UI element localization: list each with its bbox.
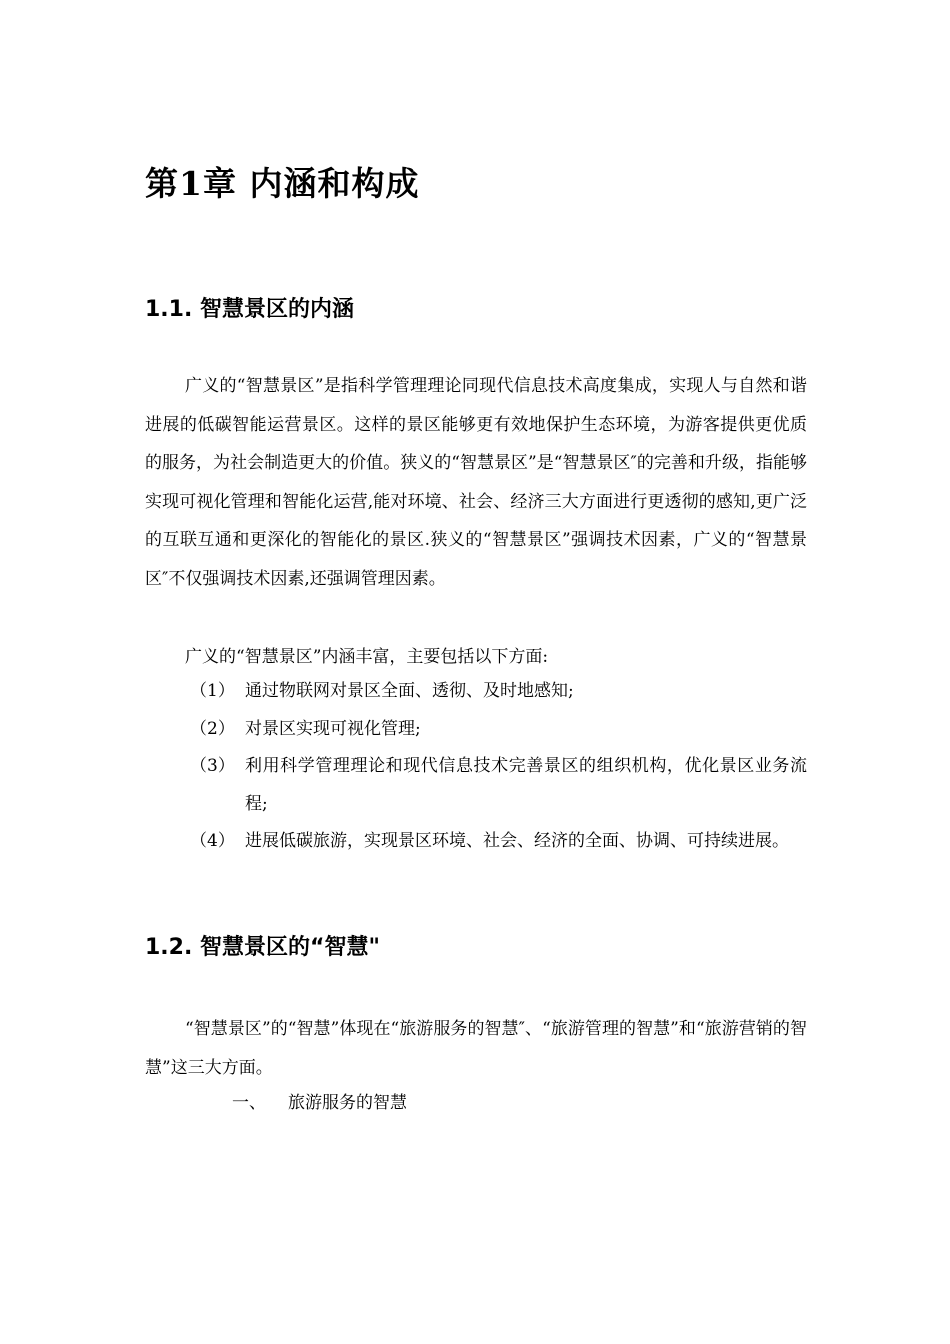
paragraph-wisdom-aspects: “智慧景区”的“智慧”体现在“旅游服务的智慧″、“旅游管理的智慧”和“旅游营销的智慧”这三大方面。 [145,1019,807,1078]
list-item-number: （2） [190,718,235,739]
section-title-1-2: 1.2. 智慧景区的“智慧" [145,935,380,960]
list-item-text: 利用科学管理理论和现代信息技术完善景区的组织机构，优化景区业务流程; [245,756,807,814]
list-item-number: （4） [190,831,235,851]
subsection-number: 一、 [232,1093,266,1113]
list-item-text: 对景区实现可视化管理; [245,718,421,739]
list-item [145,673,807,711]
list-item-number: （3） [190,756,235,776]
chapter-title: 第1章 内涵和构成 [145,164,420,203]
paragraph-definition: 广义的“智慧景区”是指科学管理理论同现代信息技术高度集成，实现人与自然和谐进展的低碳智能运营景区。这样的景区能够更有效地保护生态环境，为游客提供更优质的服务，为社会制造更大的价值。狭义的“智慧景区”是“智慧景区″的完善和升级，指能够实现可视化管理和智能化运营,能对环境、社会、经济三大方面进行更透彻的感知,更广泛的互联互通和更深化的智能化的景区.狭义的“智慧景区”强调技术因素，广义的“智慧景区″不仅强调技术因素,还强调管理因素。 [145,376,807,589]
scope-list [145,673,807,861]
list-item [145,823,807,861]
subsection-heading [232,1084,407,1122]
list-item-text: 进展低碳旅游，实现景区环境、社会、经济的全面、协调、可持续进展。 [245,831,789,851]
list-item-text: 通过物联网对景区全面、透彻、及时地感知; [245,681,574,701]
section-title-1-1: 1.1. 智慧景区的内涵 [145,297,354,322]
list-item [145,711,807,749]
paragraph-scope-intro: 广义的“智慧景区”内涵丰富，主要包括以下方面: [185,647,549,667]
list-item-number: （1） [190,681,235,701]
list-item [145,748,807,823]
subsection-text: 旅游服务的智慧 [288,1093,407,1113]
